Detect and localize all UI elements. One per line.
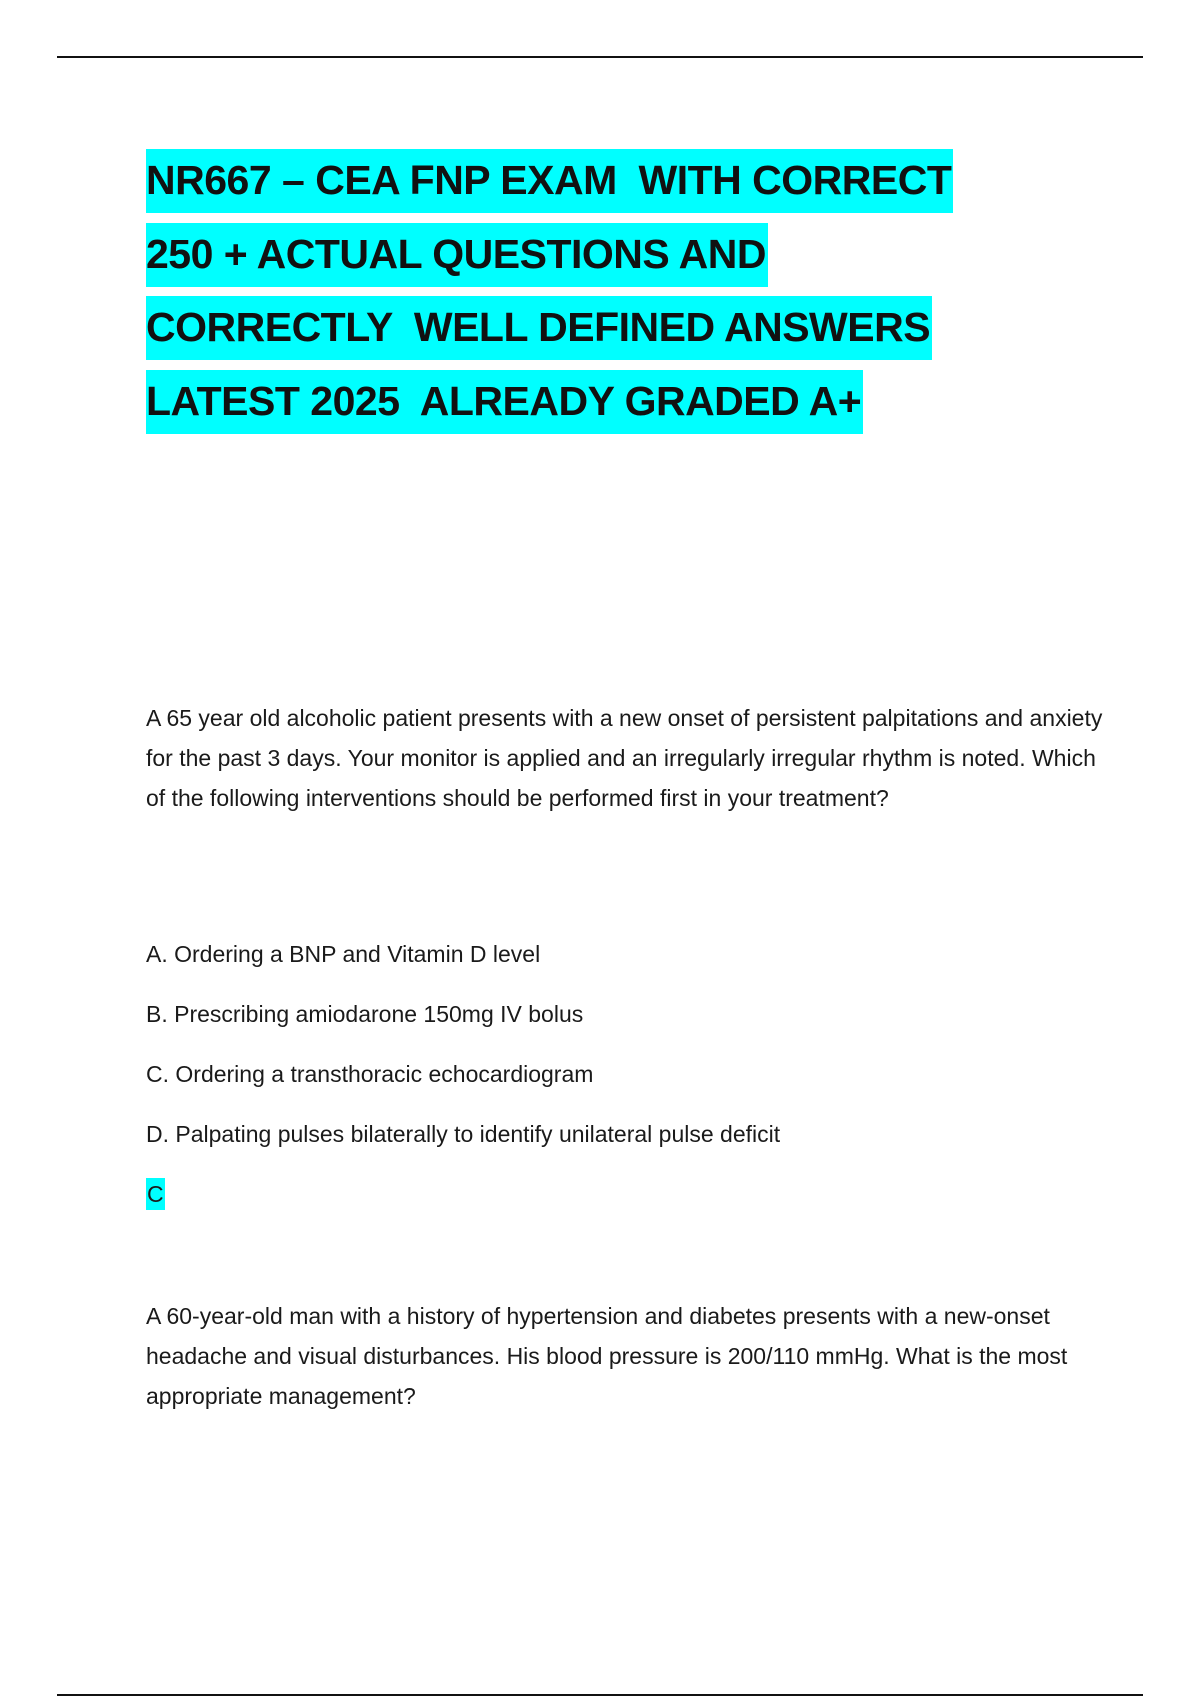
- question-1-answer: C: [146, 1178, 165, 1210]
- option-d: D. Palpating pulses bilaterally to identify unilateral pulse deficit: [146, 1121, 781, 1147]
- option-c: C. Ordering a transthoracic echocardiogram: [146, 1061, 594, 1087]
- question-2-text: A 60-year-old man with a history of hypertension and diabetes presents with a new-onset headache and visual disturbances. His blood pressure is 200/110 mmHg. What is the most appropriate management?: [146, 1303, 1068, 1409]
- title-line-2-text: 250 + ACTUAL QUESTIONS AND: [146, 223, 768, 287]
- title-line-2: [146, 218, 1106, 292]
- title-line-3-text: CORRECTLY WELL DEFINED ANSWERS: [146, 296, 932, 360]
- title-line-4-text: LATEST 2025 ALREADY GRADED A+: [146, 370, 863, 434]
- title-line-1: [146, 144, 1106, 218]
- bottom-rule: [57, 1694, 1143, 1696]
- option-b: B. Prescribing amiodarone 150mg IV bolus: [146, 1001, 584, 1027]
- question-1-text: A 65 year old alcoholic patient presents with a new onset of persistent palpitations and anxiety for the past 3 days. Your monitor is applied and an irregularly irregular rhythm is noted. Which of the following interventions should be performed first in your treatment?: [146, 705, 1103, 811]
- question-1-options: [146, 938, 1106, 1178]
- title-line-3: [146, 291, 1106, 365]
- top-rule: [57, 56, 1143, 58]
- document-title: [146, 144, 1106, 438]
- option-a: A. Ordering a BNP and Vitamin D level: [146, 941, 541, 967]
- title-line-1-text: NR667 – CEA FNP EXAM WITH CORRECT: [146, 149, 953, 213]
- title-line-4: [146, 365, 1106, 439]
